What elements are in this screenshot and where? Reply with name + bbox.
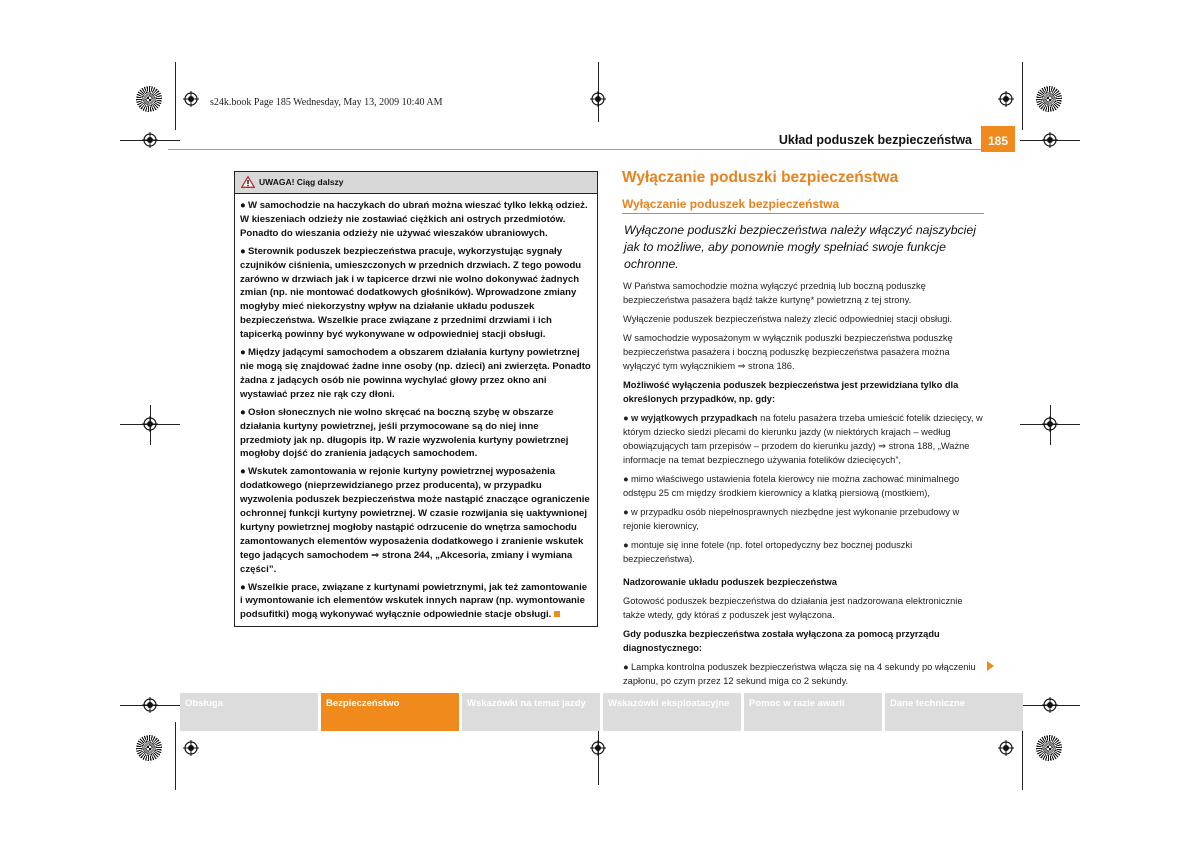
end-of-section-icon xyxy=(554,611,560,617)
registration-mark-icon xyxy=(1042,132,1058,148)
bullet-icon: ● xyxy=(623,413,629,423)
registration-mark-icon xyxy=(142,697,158,713)
bullet-icon: ● xyxy=(623,474,629,484)
tab-bezpieczenstwo[interactable]: Bezpieczeństwo xyxy=(321,693,459,731)
bullet-icon: ● xyxy=(240,245,246,257)
warning-item: ● Między jadącymi samochodem a obszarem działania kurtyny powietrznej nie mogą się znajdować żadne inne osoby (np. dzieci) ani zwierzęta. Ponadto żadna z jadących osób nie powinna wychylać głowy przez okno ani wystawiać przez nie rąk czy dłoni. xyxy=(240,347,591,400)
registration-mark-icon xyxy=(142,416,158,432)
warning-item: ● Wskutek zamontowania w rejonie kurtyny powietrznej wyposażenia dodatkowego (nieprzewidzianego przez producenta), w przypadku wyzwolenia poduszek bezpieczeństwa może nastąpić znaczące ograniczenie ochronnej funkcji kurtyny powietrznej. W czasie rozwijania się uaktywnionej kurtyny powietrznej mogłoby nastąpić odrzucenie do wnętrza samochodu zamontowanych elementów wyposażenia dodatkowego i zranienie wskutek tego jadących samochodem ⇒ strona 244, „Akcesoria, zmiany i wymiana części”. xyxy=(240,466,590,575)
paragraph: Gotowość poduszek bezpieczeństwa do działania jest nadzorowana elektronicznie także wtedy, gdy któraś z poduszek jest wyłączona. xyxy=(623,596,963,620)
warning-header xyxy=(235,172,597,194)
tab-dane-techniczne[interactable]: Dane techniczne xyxy=(885,693,1023,731)
print-info-line: s24k.book Page 185 Wednesday, May 13, 2009 10:40 AM xyxy=(210,97,443,108)
list-item: ● montuje się inne fotele (np. fotel ortopedyczny bez bocznej poduszki bezpieczeństwa). xyxy=(623,540,913,564)
continue-arrow-icon xyxy=(987,661,994,671)
warning-title: UWAGA! Ciąg dalszy xyxy=(259,177,344,187)
page-number: 185 xyxy=(981,126,1015,152)
registration-mark-icon xyxy=(590,740,606,756)
registration-mark-icon xyxy=(998,740,1014,756)
right-column xyxy=(622,165,984,693)
registration-mark-icon xyxy=(183,91,199,107)
bullet-icon: ● xyxy=(240,200,246,211)
paragraph: W Państwa samochodzie można wyłączyć przednią lub boczną poduszkę bezpieczeństwa pasażera bądź także kurtynę* powietrzną z tej strony. xyxy=(623,281,926,305)
registration-mark-icon xyxy=(142,132,158,148)
bullet-icon: ● xyxy=(623,507,629,517)
warning-item: ● Sterownik poduszek bezpieczeństwa pracuje, wykorzystując sygnały czujników ciśnienia, umieszczonych w przednich drzwiach. Z tego powodu zarówno w drzwiach jak i w tapicerce drzwi nie wolno dokonywać żadnych zmian (np. nie montować dodatkowych głośników). Wprowadzone zmiany mogłyby mieć niekorzystny wpływ na działanie układu poduszek bezpieczeństwa. Wszelkie prace związane z przednimi drzwiami i ich tapicerką powinny być wykonywane w odpowiedniej stacji obsługi. xyxy=(240,245,582,341)
section-heading: Wyłączanie poduszki bezpieczeństwa xyxy=(622,169,899,186)
warning-item: ● W samochodzie na haczykach do ubrań można wieszać tylko lekką odzież. W kieszeniach odzieży nie zostawiać ciężkich ani ostrych przedmiotów. Ponadto do wieszania odzieży nie używać wieszaków ubraniowych. xyxy=(240,200,588,239)
color-star-mark-icon xyxy=(1036,86,1062,112)
paragraph: Wyłączenie poduszek bezpieczeństwa należy zlecić odpowiedniej stacji obsługi. xyxy=(623,314,953,324)
header-rule xyxy=(168,149,983,150)
list-item: ● Lampka kontrolna poduszek bezpieczeństwa włącza się na 4 sekundy po włączeniu zapłonu, po czym przez 12 sekund miga co 2 sekundy. xyxy=(623,662,976,686)
warning-body xyxy=(235,194,597,622)
bullet-icon: ● xyxy=(240,406,246,418)
chapter-tabs xyxy=(180,693,1030,731)
page-title: Układ poduszek bezpieczeństwa xyxy=(778,133,972,147)
bullet-icon: ● xyxy=(240,466,246,478)
paragraph: W samochodzie wyposażonym w wyłącznik poduszki bezpieczeństwa poduszkę bezpieczeństwa pasażera i boczną poduszkę bezpieczeństwa pasażera można wyłączyć tym wyłącznikiem ⇒ strona 186. xyxy=(623,333,953,371)
tab-pomoc-w-razie-awarii[interactable]: Pomoc w razie awarii xyxy=(744,693,882,731)
tab-wskazowki-jazdy[interactable]: Wskazówki na temat jazdy xyxy=(462,693,600,731)
warning-triangle-icon xyxy=(241,176,255,188)
bullet-icon: ● xyxy=(240,347,246,359)
bullet-icon: ● xyxy=(623,662,629,672)
paragraph-bold: Możliwość wyłączenia poduszek bezpieczeństwa jest przewidziana tylko dla określonych przypadków, np. gdy: xyxy=(623,380,959,404)
list-item: ● mimo właściwego ustawienia fotela kierowcy nie można zachować minimalnego odstępu 25 cm między środkiem kierownicy a klatką piersiową (mostkiem), xyxy=(623,474,960,498)
tab-wskazowki-eksploatacyjne[interactable]: Wskazówki eksploatacyjne xyxy=(603,693,741,731)
registration-mark-icon xyxy=(590,91,606,107)
registration-mark-icon xyxy=(1042,697,1058,713)
color-star-mark-icon xyxy=(136,735,162,761)
registration-mark-icon xyxy=(1042,416,1058,432)
list-item: ● w wyjątkowych przypadkach na fotelu pasażera trzeba umieścić fotelik dziecięcy, w którym dziecko siedzi plecami do kierunku jazdy (w niektórych krajach – według obowiązujących tam przepisów – przodem do kierunku jazdy) ⇒ strona 188, „Ważne informacje na temat bezpiecznego używania fotelików dziecięcych”, xyxy=(623,413,983,465)
warning-box xyxy=(234,171,598,627)
subsection-heading: Wyłączanie poduszek bezpieczeństwa xyxy=(622,197,984,214)
paragraph-bold: Gdy poduszka bezpieczeństwa została wyłączona za pomocą przyrządu diagnostycznego: xyxy=(623,629,940,653)
lead-paragraph: Wyłączone poduszki bezpieczeństwa należy włączyć najszybciej jak to możliwe, aby ponownie mogły spełniać swoje funkcje ochronne. xyxy=(624,223,976,271)
color-star-mark-icon xyxy=(136,86,162,112)
list-item: ● w przypadku osób niepełnosprawnych niezbędne jest wykonanie przebudowy w rejonie kierownicy, xyxy=(623,507,960,531)
color-star-mark-icon xyxy=(1036,735,1062,761)
registration-mark-icon xyxy=(998,91,1014,107)
bullet-icon: ● xyxy=(240,581,246,593)
warning-item: ● Wszelkie prace, związane z kurtynami powietrznymi, jak też zamontowanie i wymontowanie ich elementów wskutek innych napraw (np. wymontowanie podsufitki) mogą wykonywać wyłącznie odpowiednie stacje obsługi. xyxy=(240,581,588,621)
warning-item: ● Osłon słonecznych nie wolno skręcać na boczną szybę w obszarze działania kurtyny powietrznej, jeśli przymocowane są do niej inne przedmioty jak np. długopis itp. W razie wyzwolenia kurtyny powietrznej mogłoby dojść do zranienia jadących samochodem. xyxy=(240,406,569,460)
tab-obsluga[interactable]: Obsługa xyxy=(180,693,318,731)
registration-mark-icon xyxy=(183,740,199,756)
bullet-icon: ● xyxy=(623,540,629,550)
minor-heading: Nadzorowanie układu poduszek bezpieczeństwa xyxy=(623,577,837,587)
